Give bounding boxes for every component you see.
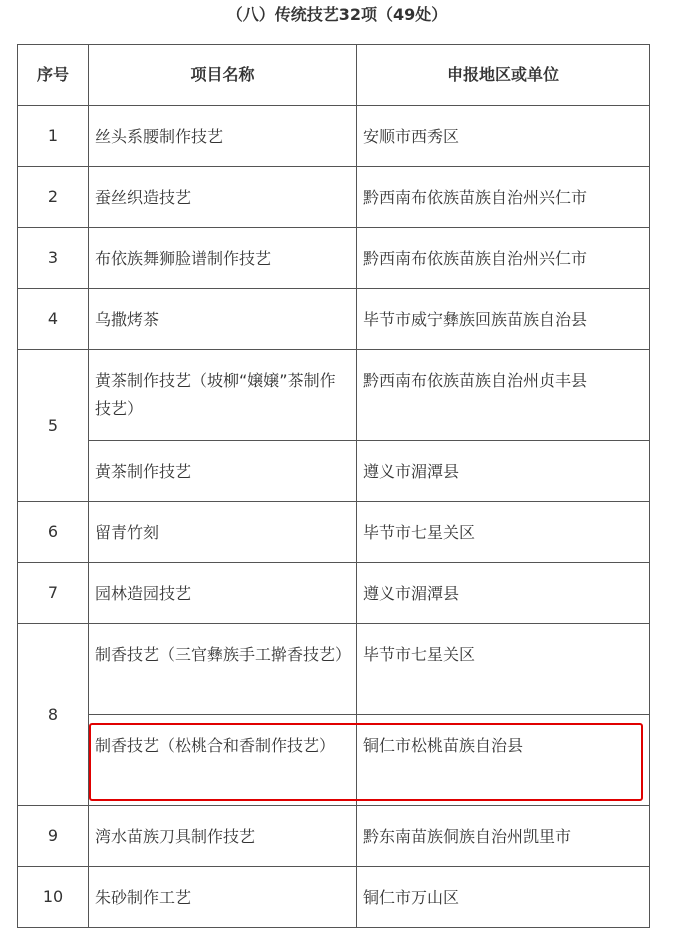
table-row xyxy=(18,289,650,350)
section-title: （八）传统技艺32项（49处） xyxy=(226,5,448,24)
row-region: 黔西南布依族苗族自治州贞丰县 xyxy=(357,350,650,441)
row-num: 3 xyxy=(18,228,89,289)
table-row xyxy=(18,350,650,441)
row-num: 1 xyxy=(18,106,89,167)
row-region: 黔西南布依族苗族自治州兴仁市 xyxy=(357,228,650,289)
row-num: 5 xyxy=(18,350,89,502)
row-region: 黔西南布依族苗族自治州兴仁市 xyxy=(357,167,650,228)
row-name: 丝头系腰制作技艺 xyxy=(89,106,357,167)
row-num: 7 xyxy=(18,563,89,624)
row-name: 制香技艺（松桃合和香制作技艺） xyxy=(89,715,357,806)
row-region: 毕节市七星关区 xyxy=(357,502,650,563)
table-row xyxy=(18,441,650,502)
row-name: 乌撒烤茶 xyxy=(89,289,357,350)
row-region: 安顺市西秀区 xyxy=(357,106,650,167)
table-row xyxy=(18,563,650,624)
table-row xyxy=(18,502,650,563)
header-num: 序号 xyxy=(18,45,89,106)
row-region: 铜仁市松桃苗族自治县 xyxy=(357,715,650,806)
row-region: 遵义市湄潭县 xyxy=(357,441,650,502)
row-num: 2 xyxy=(18,167,89,228)
table-row xyxy=(18,715,650,806)
row-name: 留青竹刻 xyxy=(89,502,357,563)
table-header-row xyxy=(18,45,650,106)
row-name: 黄茶制作技艺（坡柳“嬢嬢”茶制作技艺） xyxy=(89,350,357,441)
row-name: 朱砂制作工艺 xyxy=(89,867,357,928)
row-region: 毕节市七星关区 xyxy=(357,624,650,715)
row-name: 湾水苗族刀具制作技艺 xyxy=(89,806,357,867)
row-num: 6 xyxy=(18,502,89,563)
row-num: 9 xyxy=(18,806,89,867)
row-name: 园林造园技艺 xyxy=(89,563,357,624)
table-row xyxy=(18,867,650,928)
table-row xyxy=(18,167,650,228)
row-region: 铜仁市万山区 xyxy=(357,867,650,928)
row-name: 黄茶制作技艺 xyxy=(89,441,357,502)
row-region: 遵义市湄潭县 xyxy=(357,563,650,624)
row-num: 4 xyxy=(18,289,89,350)
header-region: 申报地区或单位 xyxy=(357,45,650,106)
row-name: 布依族舞狮脸谱制作技艺 xyxy=(89,228,357,289)
table-row xyxy=(18,806,650,867)
table-row xyxy=(18,228,650,289)
header-name: 项目名称 xyxy=(89,45,357,106)
row-name: 蚕丝织造技艺 xyxy=(89,167,357,228)
row-region: 黔东南苗族侗族自治州凯里市 xyxy=(357,806,650,867)
row-num: 10 xyxy=(18,867,89,928)
row-region: 毕节市威宁彝族回族苗族自治县 xyxy=(357,289,650,350)
heritage-table xyxy=(17,44,650,928)
table-row xyxy=(18,106,650,167)
row-num: 8 xyxy=(18,624,89,806)
row-name: 制香技艺（三官彝族手工擀香技艺） xyxy=(89,624,357,715)
table-row xyxy=(18,624,650,715)
